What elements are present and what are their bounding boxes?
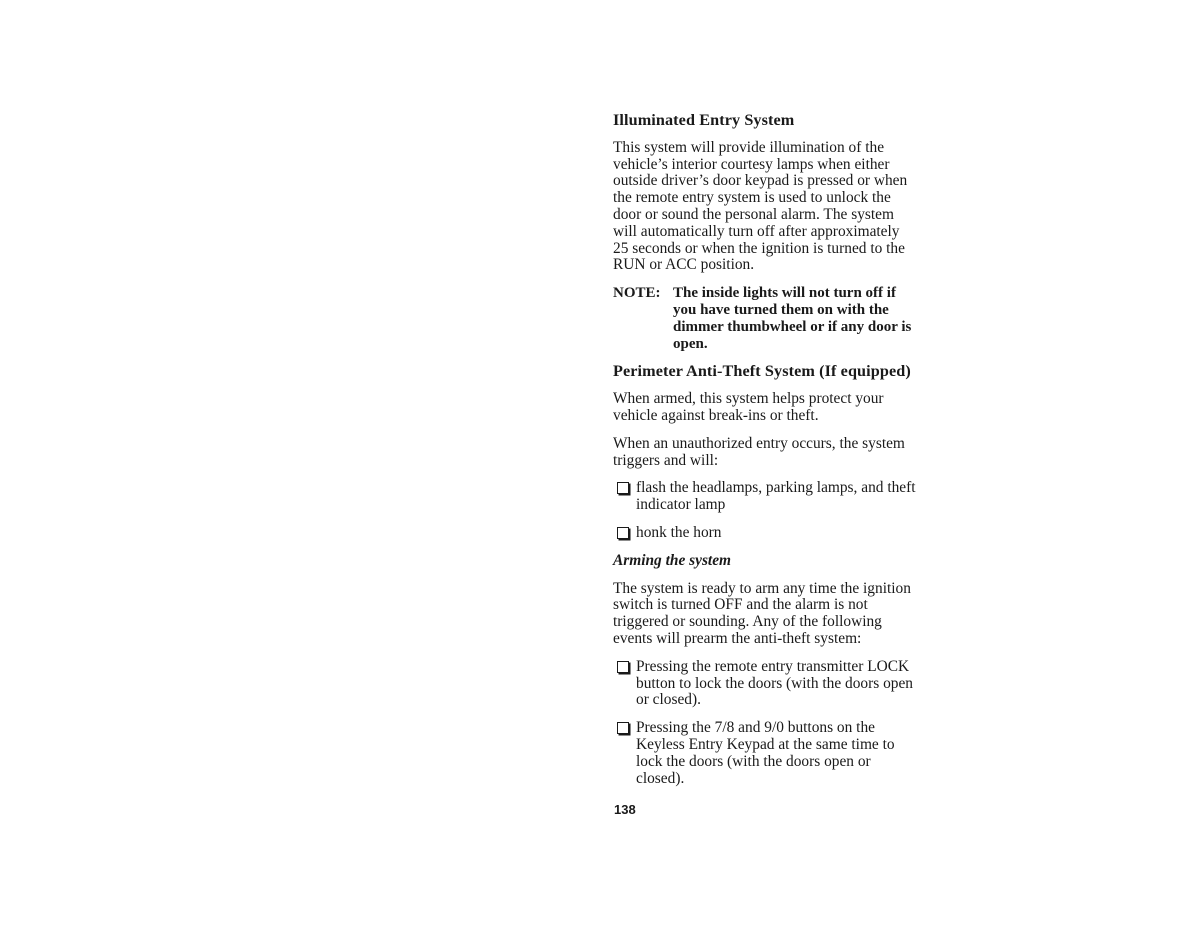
list-item-text: honk the horn [636,523,722,541]
checkbox-bullet-icon [617,482,629,494]
page-text-column [613,112,963,798]
list-item-text: flash the headlamps, parking lamps, and theft indicator lamp [636,479,916,514]
note-label: NOTE: [613,285,661,302]
subheading-arming-the-system: Arming the system [613,551,732,569]
anti-theft-paragraph-2: When an unauthorized entry occurs, the system triggers and will: [613,434,905,469]
page-number: 138 [614,802,636,817]
note-block [613,285,963,352]
list-item [613,480,963,514]
list-item [613,525,963,542]
list-item [613,720,963,787]
checkbox-bullet-icon [617,661,629,673]
note-text: The inside lights will not turn off if you have turned them on with the dimmer thumbwheel or if any door is open. [673,285,912,352]
anti-theft-paragraph-1: When armed, this system helps protect your vehicle against break-ins or theft. [613,390,884,424]
arming-paragraph: The system is ready to arm any time the ignition switch is turned OFF and the alarm is not triggered or sounding. Any of the following events will prearm the anti-theft system: [613,579,911,647]
section-heading-illuminated-entry: Illuminated Entry System [613,111,795,129]
checkbox-bullet-icon [617,527,629,539]
list-item-text: Pressing the 7/8 and 9/0 buttons on the Keyless Entry Keypad at the same time to lock the doors (with the doors open or closed). [636,719,895,787]
illuminated-entry-paragraph: This system will provide illumination of the vehicle’s interior courtesy lamps when either outside driver’s door keypad is pressed or when the remote entry system is used to unlock the door or sound the personal alarm. The system will automatically turn off after approximately 25 seconds or when the ignition is turned to the RUN or ACC position. [613,138,908,274]
section-heading-perimeter-anti-theft: Perimeter Anti-Theft System (If equipped) [613,362,911,381]
list-item-text: Pressing the remote entry transmitter LOCK button to lock the doors (with the doors open or closed). [636,657,913,709]
list-item [613,659,963,709]
checkbox-bullet-icon [617,722,629,734]
